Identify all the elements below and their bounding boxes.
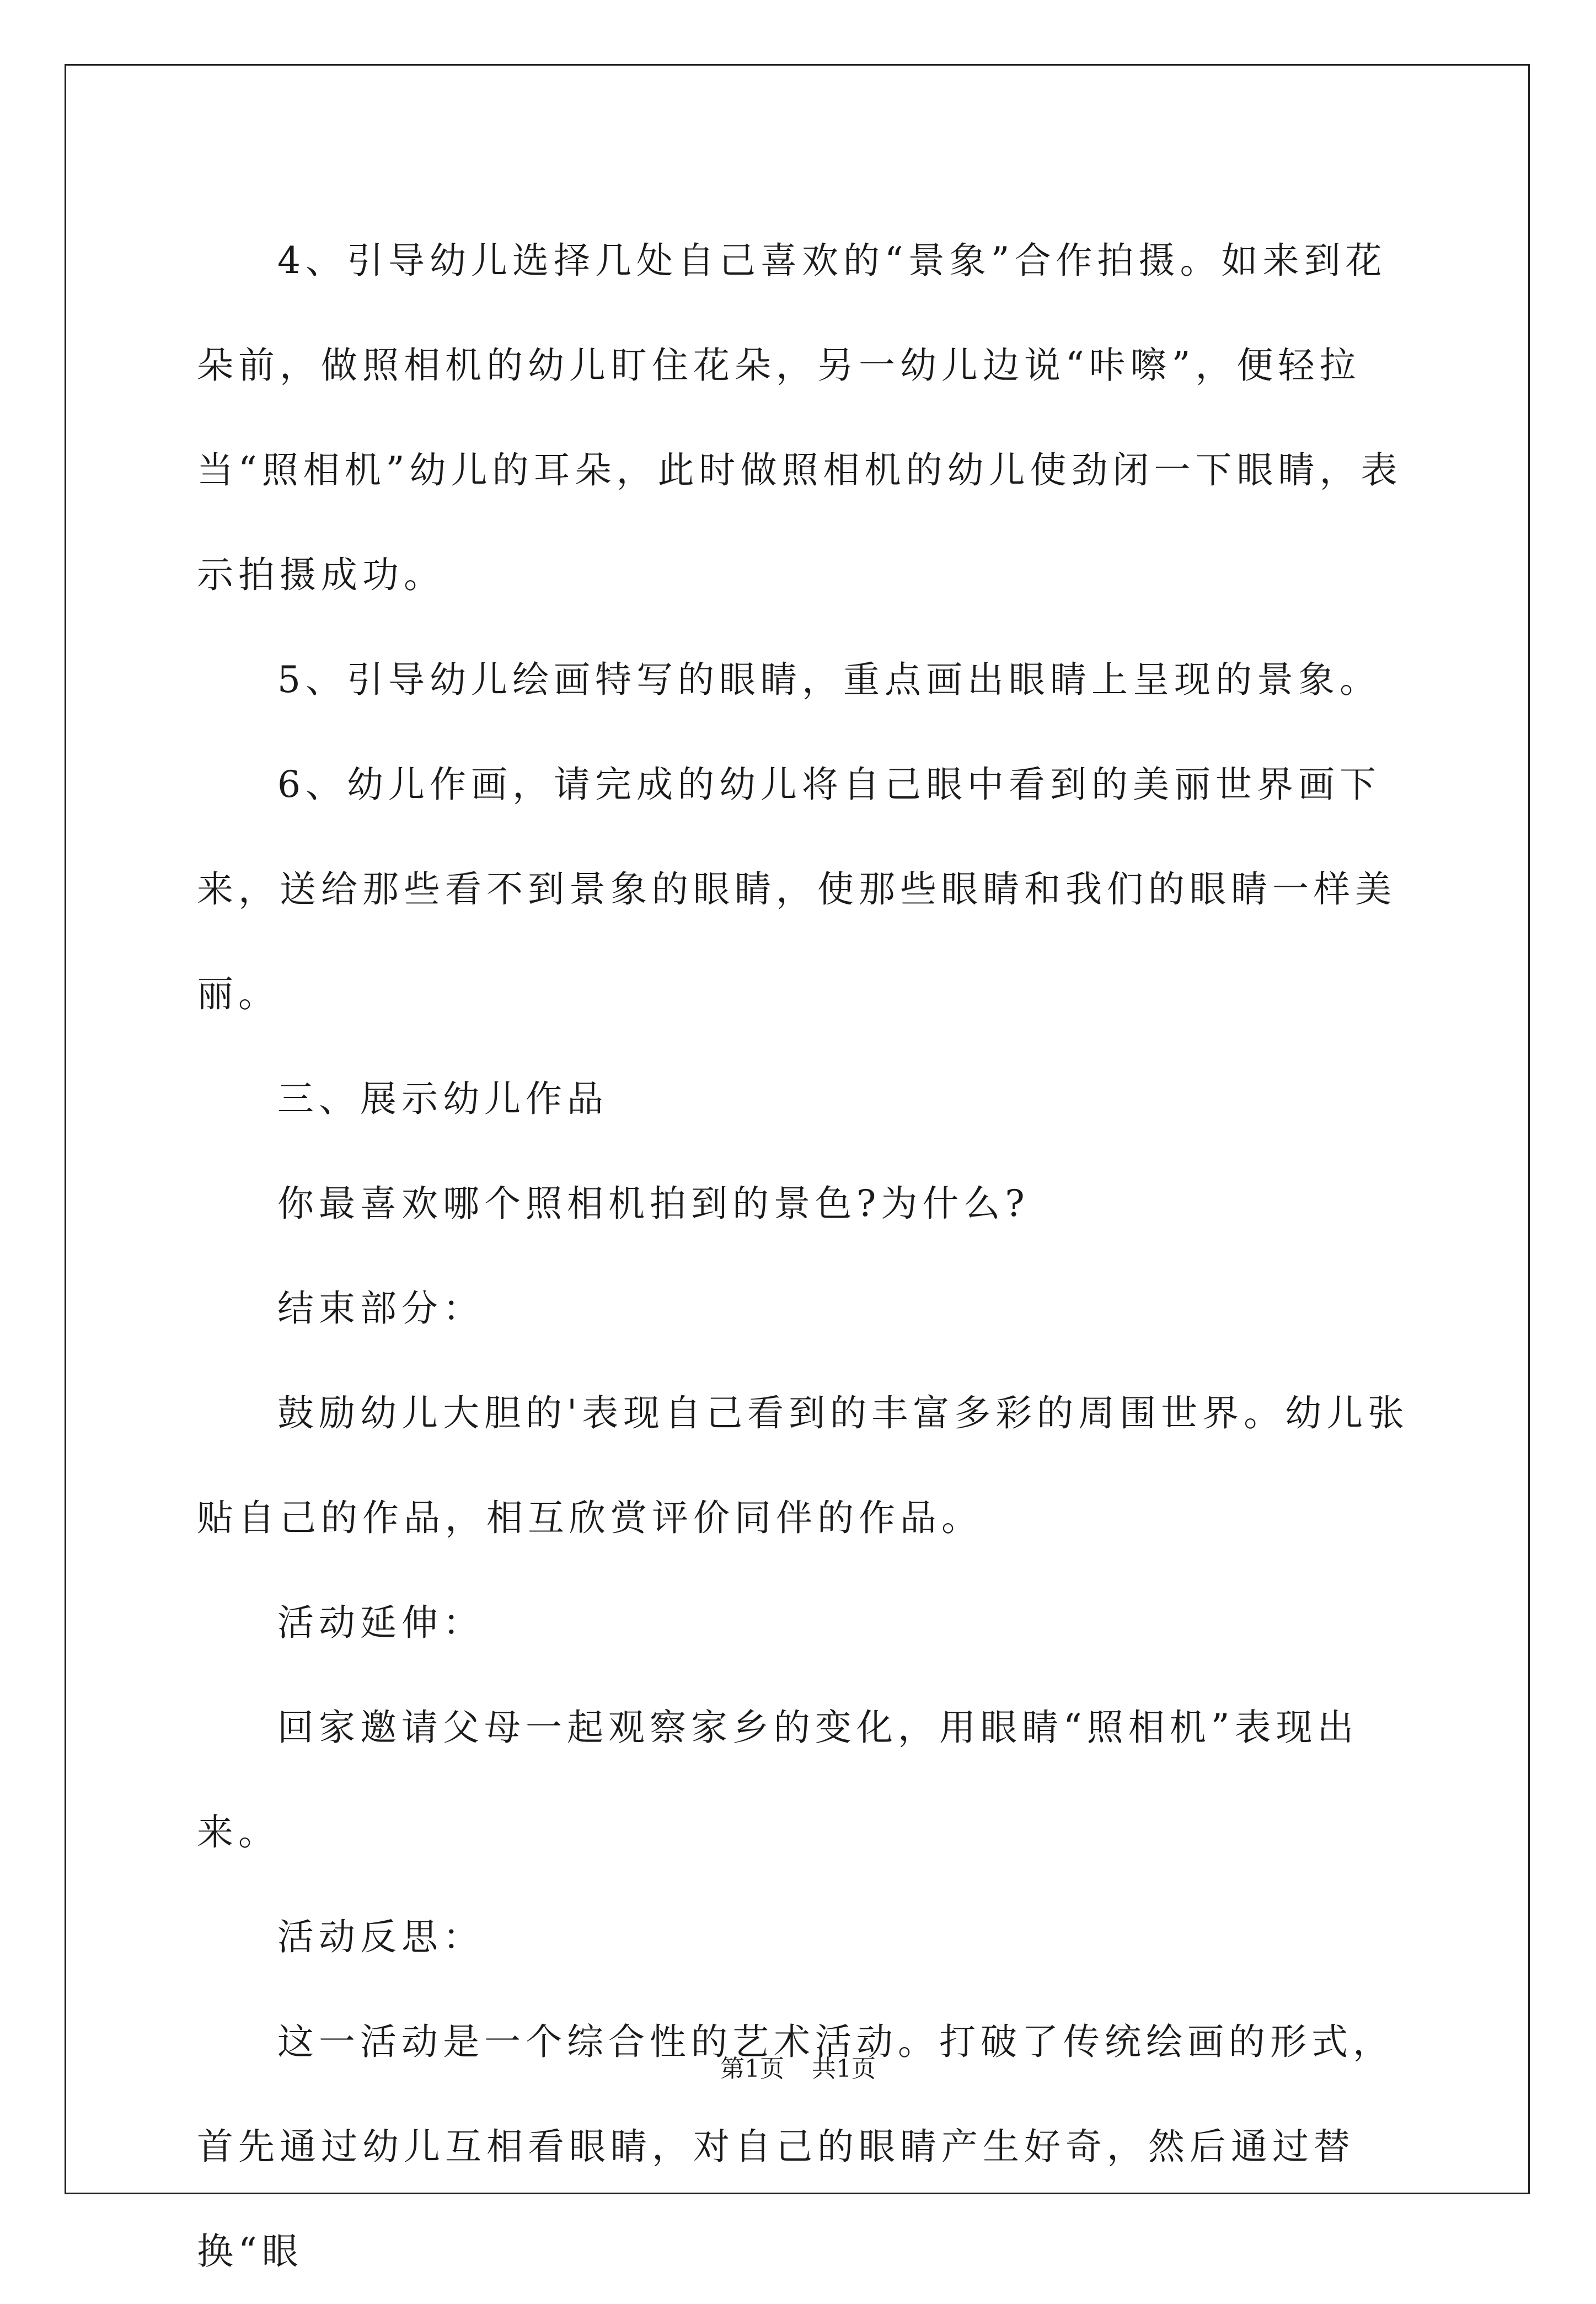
document-body <box>197 208 1410 2304</box>
section-heading-reflection: 活动反思： <box>277 1916 484 1958</box>
page-number-total: 共1页 <box>812 2055 876 2083</box>
section-heading-show-works: 三、展示幼儿作品 <box>277 1078 608 1120</box>
paragraph-ending: 鼓励幼儿大胆的'表现自己看到的丰富多彩的周围世界。幼儿张贴自己的作品，相互欣赏评价同伴的作品。 <box>197 1392 1410 1539</box>
section-heading-ending: 结束部分： <box>277 1287 484 1330</box>
page-number-current: 第1页 <box>720 2055 784 2083</box>
page-footer <box>0 2053 1596 2086</box>
paragraph-step-4: 4、引导幼儿选择几处自己喜欢的“景象”合作拍摄。如来到花朵前，做照相机的幼儿盯住花朵，另一幼儿边说“咔嚓”，便轻拉当“照相机”幼儿的耳朵，此时做照相机的幼儿使劲闭一下眼睛，表示拍摄成功。 <box>197 239 1402 596</box>
paragraph-reflection: 这一活动是一个综合性的艺术活动。打破了传统绘画的形式，首先通过幼儿互相看眼睛，对自己的眼睛产生好奇，然后通过替换“眼 <box>197 2021 1394 2273</box>
paragraph-step-5: 5、引导幼儿绘画特写的眼睛，重点画出眼睛上呈现的景象。 <box>277 658 1381 701</box>
paragraph-step-6: 6、幼儿作画，请完成的幼儿将自己眼中看到的美丽世界画下来，送给那些看不到景象的眼睛，使那些眼睛和我们的眼睛一样美丽。 <box>197 763 1396 1015</box>
paragraph-question: 你最喜欢哪个照相机拍到的景色?为什么? <box>277 1182 1030 1225</box>
section-heading-extension: 活动延伸： <box>277 1601 484 1644</box>
paragraph-extension: 回家邀请父母一起观察家乡的变化，用眼睛“照相机”表现出来。 <box>197 1706 1359 1853</box>
